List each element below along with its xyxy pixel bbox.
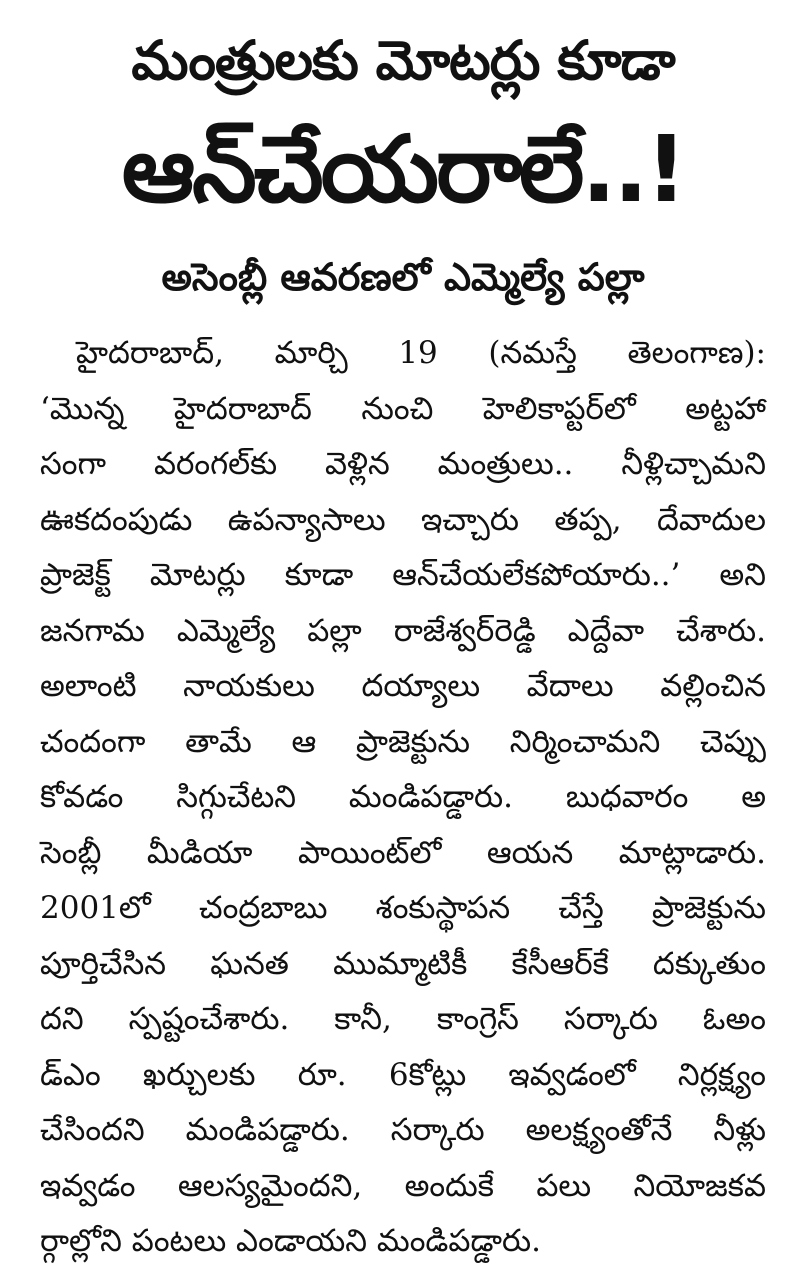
article-line: ర్గాల్లోని పంటలు ఎండాయని మండిపడ్డారు. <box>40 1223 541 1259</box>
subheadline: అసెంబ్లీ ఆవరణలో ఎమ్మెల్యే పల్లా <box>161 255 645 299</box>
article-line: ‘మొన్న హైదరాబాద్ నుంచి హెలికాప్టర్‌లో అట్టహా <box>40 390 766 427</box>
article-line: ప్రాజెక్ట్ మోటర్లు కూడా ఆన్‌చేయలేకపోయారు..’ అని <box>40 557 766 593</box>
article-line: పూర్తిచేసిన ఘనత ముమ్మాటికీ కేసీఆర్‌కే దక్కుతుం <box>40 945 766 982</box>
article-line: జనగామ ఎమ్మెల్యే పల్లా రాజేశ్వర్‌రెడ్డి ఎద్దేవా చేశారు. <box>40 612 766 649</box>
article-line: అలాంటి నాయకులు దయ్యాలు వేదాలు వల్లించిన <box>40 668 766 704</box>
article-line: చేసిందని మండిపడ్డారు. సర్కారు అలక్ష్యంతోనే నీళ్లు <box>40 1112 766 1148</box>
article-line: చందంగా తామే ఆ ప్రాజెక్టును నిర్మించామని చెప్పు <box>40 723 766 760</box>
article-line: ఇవ్వడం ఆలస్యమైందని, అందుకే పలు నియోజకవ <box>40 1167 766 1204</box>
article-line: సెంబ్లీ మీడియా పాయింట్‌లో ఆయన మాట్లాడారు. <box>40 834 766 871</box>
article-line: 2001లో చంద్రబాబు శంకుస్థాపన చేస్తే ప్రాజెక్టును <box>40 890 766 926</box>
article-line: దని స్పష్టంచేశారు. కానీ, కాంగ్రెస్ సర్కారు ఓఅం <box>40 1001 766 1037</box>
article-line: హైదరాబాద్, మార్చి 19 (నమస్తే తెలంగాణ): <box>76 335 766 371</box>
article-line: ఊకదంపుడు ఉపన్యాసాలు ఇచ్చారు తప్ప, దేవాదుల <box>40 501 766 538</box>
headline-line-1: మంత్రులకు మోటర్లు కూడా <box>131 29 675 92</box>
article-line: డ్‌ఎం ఖర్చులకు రూ. 6కోట్లు ఇవ్వడంలో నిర్లక్ష్యం <box>40 1056 766 1093</box>
article-line: కోవడం సిగ్గుచేటని మండిపడ్డారు. బుధవారం అ <box>40 779 766 815</box>
article-body <box>40 326 766 1270</box>
article-line: సంగా వరంగల్‌కు వెళ్లిన మంత్రులు.. నీళ్లిచ్చామని <box>40 446 766 482</box>
headline-line-2: ఆన్‌చేయరాలే..! <box>121 116 685 223</box>
